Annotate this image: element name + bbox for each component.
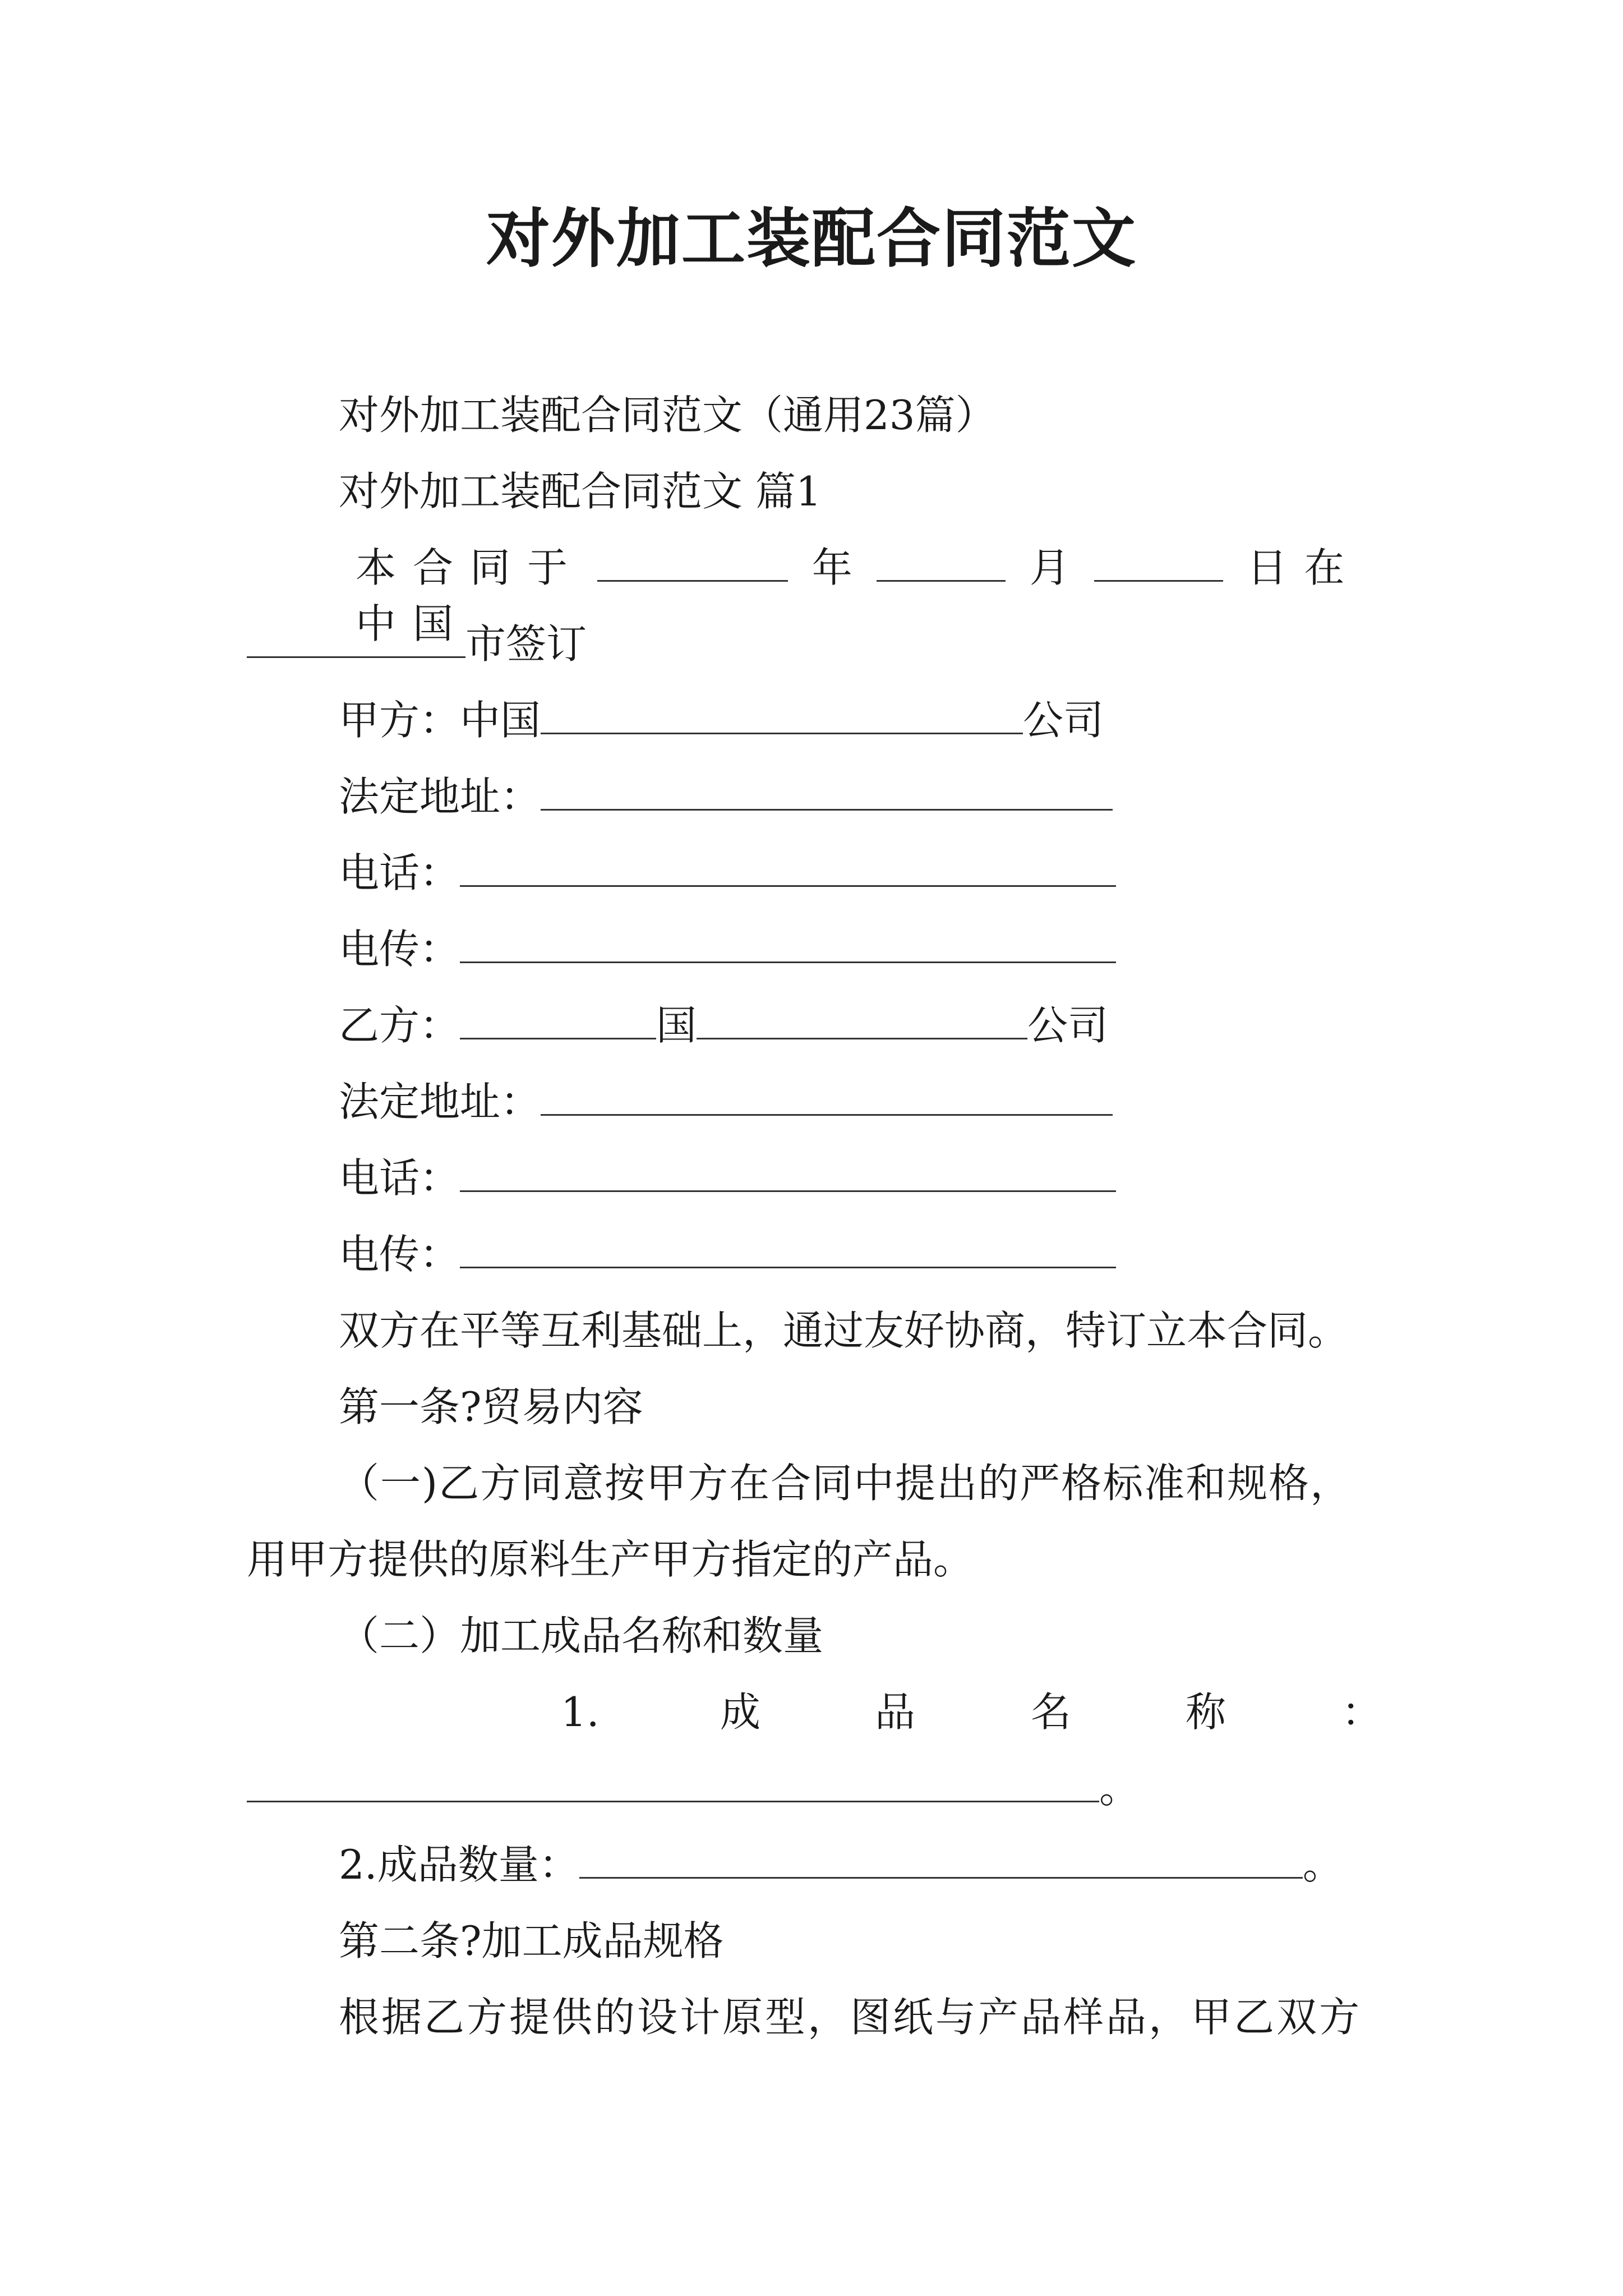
party-a-phone-blank xyxy=(460,846,1116,887)
party-b-fax-blank xyxy=(460,1227,1116,1268)
item-1-char-3: 名 xyxy=(1031,1688,1072,1736)
document-title: 对外加工装配合同范文 xyxy=(486,201,1137,276)
party-a-suffix: 公司 xyxy=(1023,697,1104,744)
party-b-name-blank xyxy=(697,999,1027,1039)
sign-city-line xyxy=(247,616,587,672)
party-b-fax-line xyxy=(339,1226,1116,1282)
city-blank xyxy=(247,617,465,658)
item-1-char-2: 品 xyxy=(875,1688,916,1736)
item-1-char-5: ： xyxy=(1341,1688,1382,1736)
item-1-number: 1. xyxy=(561,1688,600,1736)
sign-year: 年 xyxy=(811,544,852,591)
item-1-value-line xyxy=(247,1760,1140,1816)
article-1-heading: 第一条?贸易内容 xyxy=(339,1383,643,1430)
subtitle: 对外加工装配合同范文（通用23篇） xyxy=(339,392,996,439)
party-b-address-blank xyxy=(541,1075,1113,1116)
party-a-address-label: 法定地址： xyxy=(339,773,541,820)
party-b-address-label: 法定地址： xyxy=(339,1078,541,1125)
party-a-fax-blank xyxy=(460,922,1116,963)
item-2-line xyxy=(339,1837,1343,1893)
party-b-country: 国 xyxy=(656,1002,697,1049)
article-1-clause-1-line-1: （一)乙方同意按甲方在合同中提出的严格标准和规格， xyxy=(339,1460,1352,1507)
party-a-line xyxy=(339,692,1104,748)
preamble: 双方在平等互利基础上，通过友好协商，特订立本合同。 xyxy=(339,1307,1349,1354)
party-b-phone-label: 电话： xyxy=(339,1154,460,1202)
party-b-address-line xyxy=(339,1074,1113,1130)
article-2-heading: 第二条?加工成品规格 xyxy=(339,1917,724,1964)
item-1-end: 。 xyxy=(1099,1765,1140,1812)
party-a-phone-line xyxy=(339,845,1116,901)
year-blank xyxy=(597,541,788,582)
item-2-label: 2.成品数量： xyxy=(339,1841,579,1888)
party-b-country-blank xyxy=(460,999,656,1039)
party-a-fax-label: 电传： xyxy=(339,926,460,973)
party-b-suffix: 公司 xyxy=(1027,1002,1109,1049)
item-1-blank xyxy=(247,1761,1099,1802)
item-2-end: 。 xyxy=(1302,1841,1343,1888)
party-b-fax-label: 电传： xyxy=(339,1231,460,1278)
sign-prefix: 本合同于 xyxy=(356,544,585,591)
article-2-text: 根据乙方提供的设计原型，图纸与产品样品，甲乙双方 xyxy=(339,1994,1362,2041)
sign-month: 月 xyxy=(1029,544,1070,591)
party-a-address-line xyxy=(339,769,1113,825)
party-b-phone-line xyxy=(339,1150,1116,1206)
item-1-char-1: 成 xyxy=(720,1688,761,1736)
article-1-clause-2: （二）加工成品名称和数量 xyxy=(339,1612,824,1659)
party-a-label: 甲方：中国 xyxy=(339,697,541,744)
section-heading: 对外加工装配合同范文 篇1 xyxy=(339,468,822,515)
party-a-address-blank xyxy=(541,770,1113,811)
sign-city-suffix: 市签订 xyxy=(465,620,587,668)
item-2-blank xyxy=(579,1838,1303,1879)
party-a-phone-label: 电话： xyxy=(339,849,460,896)
party-a-fax-line xyxy=(339,921,1116,977)
day-blank xyxy=(1094,541,1223,582)
party-b-phone-blank xyxy=(460,1151,1116,1192)
article-1-clause-1-line-2: 用甲方提供的原料生产甲方指定的产品。 xyxy=(247,1536,974,1583)
party-b-label: 乙方： xyxy=(339,1002,460,1049)
month-blank xyxy=(877,541,1006,582)
item-1-char-4: 称 xyxy=(1186,1688,1227,1736)
party-a-name-blank xyxy=(541,693,1023,734)
party-b-line xyxy=(339,997,1108,1053)
sign-day: 日在中国 xyxy=(356,544,1362,647)
